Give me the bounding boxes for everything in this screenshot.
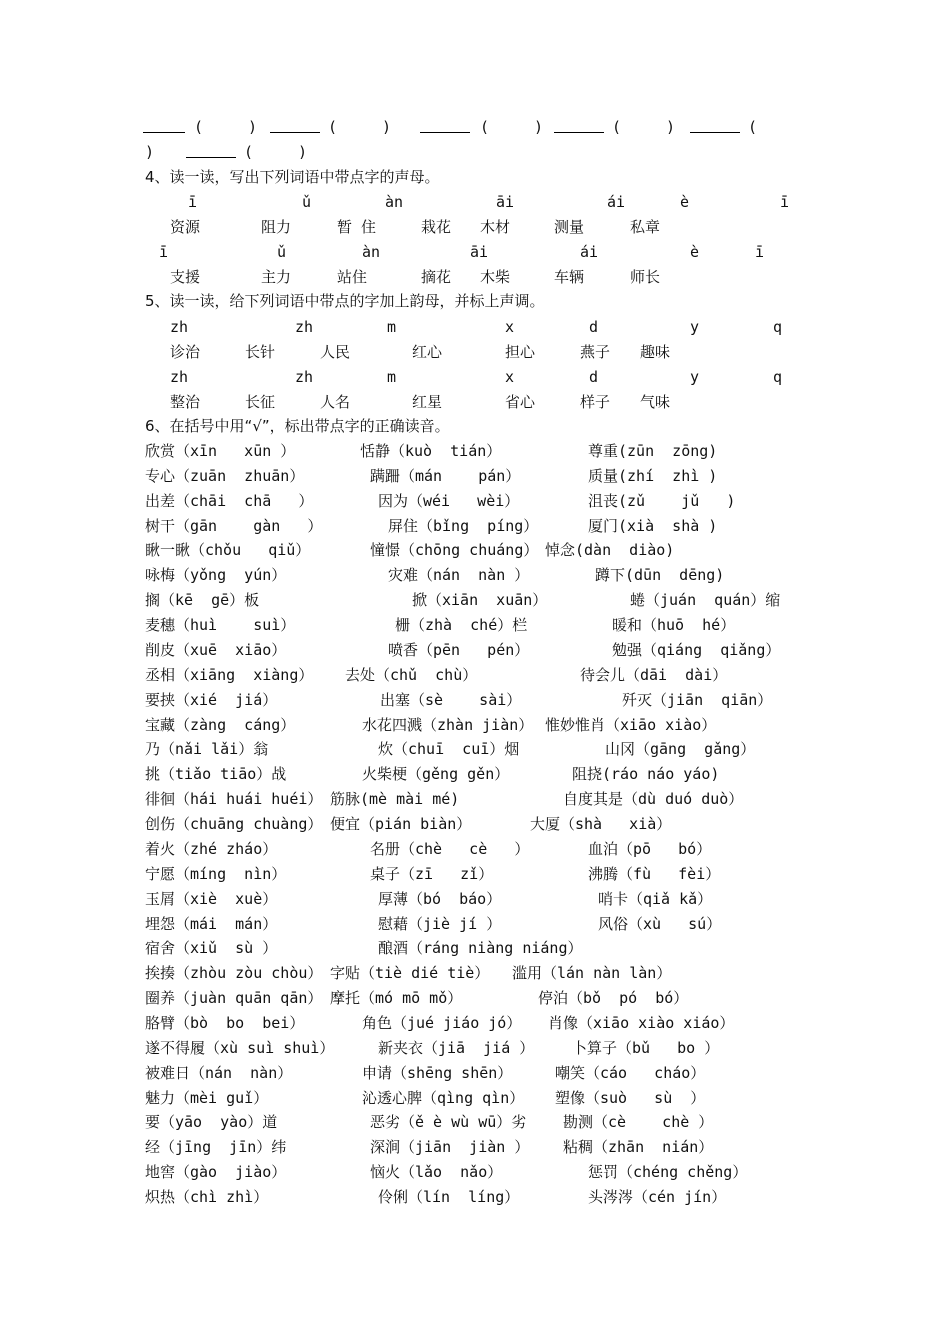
pronunciation-item: 栅（zhà ché）栏 (395, 616, 528, 635)
section-6-row (0, 738, 950, 760)
pinyin-initial: zh (295, 368, 314, 386)
section-6-row (0, 1111, 950, 1133)
pronunciation-item: 要（yāo yào）道 (145, 1113, 278, 1132)
pronunciation-item: 炽热（chì zhì） (145, 1188, 269, 1207)
pronunciation-item: 筋脉(mè mài mé) (330, 790, 460, 809)
pronunciation-item: 伶俐（lín líng） (378, 1188, 520, 1207)
pronunciation-item: 尊重(zūn zōng) (588, 442, 718, 460)
pinyin-initial: x (505, 368, 515, 386)
pronunciation-item: 待会儿（dāi dài） (580, 665, 728, 684)
section-6-row (0, 465, 950, 487)
pronunciation-item: 肖像（xiāo xiào xiáo） (548, 1014, 735, 1032)
pronunciation-item: 勉强（qiáng qiǎng） (612, 640, 781, 659)
pronunciation-item: 惩罚（chéng chěng） (588, 1163, 748, 1182)
pronunciation-item: 地窖（gào jiào） (145, 1163, 287, 1182)
pinyin-initial: y (690, 368, 700, 386)
pinyin-final: ái (607, 193, 626, 211)
pinyin-initial: m (387, 368, 397, 386)
pronunciation-item: 角色（jué jiáo jó） (362, 1014, 522, 1032)
pronunciation-item: 圈养（juàn quān qān） (145, 989, 323, 1008)
section-6-row (0, 1161, 950, 1183)
pinyin-final: àn (385, 193, 404, 211)
pronunciation-item: 创伤（chuāng chuàng） (145, 815, 323, 834)
fill-blank-line-2 (0, 141, 950, 163)
section-6-row (0, 539, 950, 561)
section-6-row (0, 614, 950, 636)
section-6-row (0, 714, 950, 736)
pronunciation-item: 便宜（pián biàn） (330, 815, 472, 834)
section-6-row (0, 1087, 950, 1109)
pronunciation-item: 酿酒（ráng niàng niáng） (378, 939, 583, 958)
section-6-row (0, 1037, 950, 1059)
section-6-row (0, 1186, 950, 1208)
pronunciation-item: 风俗（xù sú） (598, 914, 722, 933)
pinyin-parentheses: ( ) (194, 118, 258, 136)
pronunciation-item: 欣赏（xīn xūn ） (145, 442, 296, 460)
pronunciation-item: 去处（chǔ chù） (345, 665, 478, 684)
section-title: 5、读一读，给下列词语中带点的字加上韵母，并标上声调。 (145, 292, 545, 310)
pronunciation-item: 大厦（shà xià） (530, 815, 672, 834)
section-4-pinyin-row-1 (0, 191, 950, 213)
pronunciation-item: 停泊（bǒ pó bó） (538, 989, 689, 1008)
pronunciation-item: 名册（chè cè ） (370, 839, 530, 858)
section-4-word-row-2 (0, 266, 950, 288)
vocabulary-word: 栽花 (421, 218, 452, 236)
vocabulary-word: 车辆 (554, 268, 585, 286)
pinyin-final: è (680, 193, 690, 211)
vocabulary-word: 阻力 (261, 218, 292, 236)
pronunciation-item: 恬静（kuò tián） (360, 442, 502, 460)
answer-blank[interactable] (420, 116, 470, 138)
vocabulary-word: 长征 (245, 393, 276, 411)
pronunciation-item: 徘徊（hái huái huéi） (145, 790, 323, 809)
pronunciation-item: 宝藏（zàng cáng） (145, 715, 296, 734)
pinyin-parentheses: ( (748, 118, 758, 136)
pronunciation-item: 滥用（lán nàn làn） (512, 964, 672, 983)
pinyin-parentheses: ( ) (328, 118, 392, 136)
pronunciation-item: 灾难（nán nàn ） (388, 566, 530, 585)
pinyin-initial: q (773, 368, 783, 386)
pronunciation-item: 出塞（sè sài） (380, 690, 522, 709)
pronunciation-item: 被难日（nán nàn） (145, 1063, 293, 1082)
pinyin-parentheses: ( ) (244, 143, 308, 161)
answer-blank[interactable] (270, 116, 320, 138)
pronunciation-item: 嘲笑（cáo cháo） (555, 1063, 706, 1082)
section-6-row (0, 962, 950, 984)
pronunciation-item: 沸腾（fù fèi） (588, 864, 721, 883)
answer-blank[interactable] (186, 141, 236, 163)
pinyin-initial: d (589, 318, 599, 336)
vocabulary-word: 主力 (261, 268, 292, 286)
section-5-pinyin-row-1 (0, 316, 950, 338)
vocabulary-word: 站住 (337, 268, 368, 286)
section-6-row (0, 589, 950, 611)
section-6-row (0, 490, 950, 512)
pronunciation-item: 申请（shēng shēn） (362, 1063, 513, 1082)
vocabulary-word: 私章 (630, 218, 661, 236)
section-6-row (0, 763, 950, 785)
pronunciation-item: 恶劣（ě è wù wū）劣 (370, 1113, 527, 1132)
pronunciation-item: 深涧（jiān jiàn ） (370, 1138, 530, 1157)
section-5-title (0, 290, 950, 312)
pinyin-final: ī (755, 243, 765, 261)
section-6-row (0, 664, 950, 686)
pronunciation-item: 丞相（xiāng xiàng） (145, 665, 314, 684)
section-title: 6、在括号中用“√”，标出带点字的正确读音。 (145, 417, 450, 435)
vocabulary-word: 红心 (412, 343, 443, 361)
pinyin-final: ǔ (302, 193, 312, 211)
pronunciation-item: 蹲下(dūn dēng) (595, 566, 725, 585)
pinyin-initial: d (589, 368, 599, 386)
section-6-row (0, 1012, 950, 1034)
pronunciation-item: 宁愿（míng nìn） (145, 864, 287, 883)
vocabulary-word: 趣味 (640, 343, 671, 361)
pronunciation-item: 掀（xiān xuān） (412, 591, 548, 610)
pinyin-initial: y (690, 318, 700, 336)
pronunciation-item: 歼灭（jiān qiān） (622, 690, 773, 709)
pronunciation-item: 桌子（zī zǐ） (370, 864, 494, 883)
pronunciation-item: 埋怨（mái mán） (145, 914, 278, 933)
section-5-pinyin-row-2 (0, 366, 950, 388)
pronunciation-item: 要挟（xié jiá） (145, 690, 278, 709)
section-6-row (0, 440, 950, 462)
pinyin-final: ī (780, 193, 790, 211)
vocabulary-word: 支援 (170, 268, 201, 286)
pronunciation-item: 玉屑（xiè xuè） (145, 889, 278, 908)
vocabulary-word: 样子 (580, 393, 611, 411)
pronunciation-item: 憧憬（chōng chuáng） (370, 541, 539, 560)
pronunciation-item: 经（jīng jīn）纬 (145, 1138, 287, 1157)
vocabulary-word: 师长 (630, 268, 661, 286)
pronunciation-item: 质量(zhí zhì ) (588, 466, 718, 485)
pronunciation-item: 出差（chāi chā ） (145, 491, 314, 510)
pronunciation-item: 头涔涔（cén jín） (588, 1188, 727, 1207)
pronunciation-item: 沁透心脾（qìng qìn） (362, 1088, 525, 1107)
pronunciation-item: 咏梅（yǒng yún） (145, 566, 287, 585)
pronunciation-item: 摩托（mó mō mǒ） (330, 989, 463, 1008)
pinyin-initial: zh (170, 368, 189, 386)
pronunciation-item: 蜷（juán quán）缩 (630, 591, 781, 610)
section-6-row (0, 888, 950, 910)
pronunciation-item: 新夹衣（jiā jiá ） (378, 1038, 535, 1057)
section-6-row (0, 813, 950, 835)
section-6-row (0, 838, 950, 860)
vocabulary-word: 诊治 (170, 343, 201, 361)
pinyin-parentheses: ) (145, 143, 155, 161)
pronunciation-item: 字贴（tiè dié tiè） (330, 964, 490, 983)
pronunciation-item: 厦门(xià shà ) (588, 516, 718, 535)
vocabulary-word: 测量 (554, 218, 585, 236)
section-6-row (0, 564, 950, 586)
pinyin-initial: zh (295, 318, 314, 336)
section-6-row (0, 987, 950, 1009)
section-5-word-row-1 (0, 341, 950, 363)
answer-blank[interactable] (143, 116, 185, 138)
section-6-row (0, 689, 950, 711)
pronunciation-item: 因为（wéi wèi） (378, 491, 520, 510)
pinyin-final: è (690, 243, 700, 261)
pinyin-final: ái (580, 243, 599, 261)
pronunciation-item: 暖和（huō hé） (612, 616, 736, 635)
pronunciation-item: 自度其是（dù duó duò） (563, 790, 744, 809)
section-6-row (0, 515, 950, 537)
pronunciation-item: 恼火（lǎo nǎo） (370, 1163, 503, 1182)
pronunciation-item: 阻挠(ráo náo yáo) (572, 765, 720, 784)
pronunciation-item: 魅力（mèi guǐ） (145, 1088, 269, 1107)
pronunciation-item: 树干（gān gàn ） (145, 516, 323, 535)
pinyin-final: ī (188, 193, 198, 211)
pronunciation-item: 宿舍（xiǔ sù ） (145, 939, 278, 958)
vocabulary-word: 暂 住 (337, 218, 377, 236)
pronunciation-item: 水花四溅（zhàn jiàn） (362, 715, 534, 734)
section-6-row (0, 913, 950, 935)
pronunciation-item: 专心（zuān zhuān） (145, 466, 305, 485)
pronunciation-item: 乃（nǎi lǎi）翁 (145, 740, 269, 759)
fill-blank-line-1 (0, 116, 950, 138)
section-6-row (0, 863, 950, 885)
pinyin-parentheses: ( ) (480, 118, 544, 136)
vocabulary-word: 木柴 (480, 268, 511, 286)
answer-blank[interactable] (690, 116, 740, 138)
pronunciation-item: 惟妙惟肖（xiāo xiào） (545, 715, 717, 734)
pinyin-final: āi (496, 193, 515, 211)
pinyin-initial: q (773, 318, 783, 336)
pronunciation-item: 蹒跚（mán pán） (370, 466, 521, 485)
pronunciation-item: 麦穗（huì suì） (145, 616, 296, 635)
section-6-title (0, 415, 950, 437)
pinyin-final: āi (470, 243, 489, 261)
pinyin-initial: m (387, 318, 397, 336)
vocabulary-word: 人名 (320, 393, 351, 411)
pinyin-parentheses: ( ) (612, 118, 676, 136)
pronunciation-item: 瞅一瞅（chǒu qiǔ） (145, 541, 311, 560)
vocabulary-word: 红星 (412, 393, 443, 411)
pronunciation-item: 屏住（bǐng píng） (388, 516, 539, 535)
pronunciation-item: 喷香（pēn pén） (388, 640, 530, 659)
pinyin-final: ī (159, 243, 169, 261)
pronunciation-item: 卜算子（bǔ bo ） (572, 1038, 720, 1057)
pronunciation-item: 勘测（cè chè ） (563, 1113, 714, 1132)
section-6-row (0, 788, 950, 810)
pinyin-initial: x (505, 318, 515, 336)
pronunciation-item: 胳臂（bò bo bei） (145, 1014, 305, 1032)
pronunciation-item: 悼念(dàn diào) (545, 541, 675, 560)
section-4-pinyin-row-2 (0, 241, 950, 263)
vocabulary-word: 省心 (505, 393, 536, 411)
pronunciation-item: 遂不得履（xù suì shuì） (145, 1038, 335, 1057)
vocabulary-word: 人民 (320, 343, 351, 361)
section-4-title (0, 166, 950, 188)
vocabulary-word: 资源 (170, 218, 201, 236)
pronunciation-item: 炊（chuī cuī）烟 (378, 740, 520, 759)
pronunciation-item: 血泊（pō bó） (588, 839, 712, 858)
pronunciation-item: 山冈（gāng gǎng） (605, 740, 756, 759)
pronunciation-item: 慰藉（jiè jí ） (378, 914, 502, 933)
pronunciation-item: 火柴梗（gěng gěn） (362, 765, 510, 784)
pronunciation-item: 挨揍（zhòu zòu chòu） (145, 964, 323, 983)
vocabulary-word: 摘花 (421, 268, 452, 286)
pinyin-final: ǔ (277, 243, 287, 261)
pinyin-final: àn (362, 243, 381, 261)
answer-blank[interactable] (554, 116, 604, 138)
pronunciation-item: 厚薄（bó báo） (378, 889, 502, 908)
vocabulary-word: 担心 (505, 343, 536, 361)
pronunciation-item: 着火（zhé zháo） (145, 839, 278, 858)
pronunciation-item: 塑像（suò sù ） (555, 1088, 706, 1107)
section-5-word-row-2 (0, 391, 950, 413)
pronunciation-item: 搁（kē gē）板 (145, 591, 260, 610)
vocabulary-word: 长针 (245, 343, 276, 361)
section-6-row (0, 639, 950, 661)
section-title: 4、读一读，写出下列词语中带点字的声母。 (145, 168, 440, 186)
pronunciation-item: 粘稠（zhān nián） (563, 1138, 714, 1157)
vocabulary-word: 燕子 (580, 343, 611, 361)
vocabulary-word: 整治 (170, 393, 201, 411)
section-6-row (0, 1136, 950, 1158)
section-4-word-row-1 (0, 216, 950, 238)
section-6-row (0, 937, 950, 959)
pronunciation-item: 挑（tiǎo tiāo）战 (145, 765, 287, 784)
pronunciation-item: 沮丧(zǔ jǔ ) (588, 491, 736, 510)
vocabulary-word: 气味 (640, 393, 671, 411)
pronunciation-item: 哨卡（qiǎ kǎ） (598, 889, 713, 908)
vocabulary-word: 木材 (480, 218, 511, 236)
pronunciation-item: 削皮（xuē xiāo） (145, 640, 287, 659)
pinyin-initial: zh (170, 318, 189, 336)
section-6-row (0, 1062, 950, 1084)
